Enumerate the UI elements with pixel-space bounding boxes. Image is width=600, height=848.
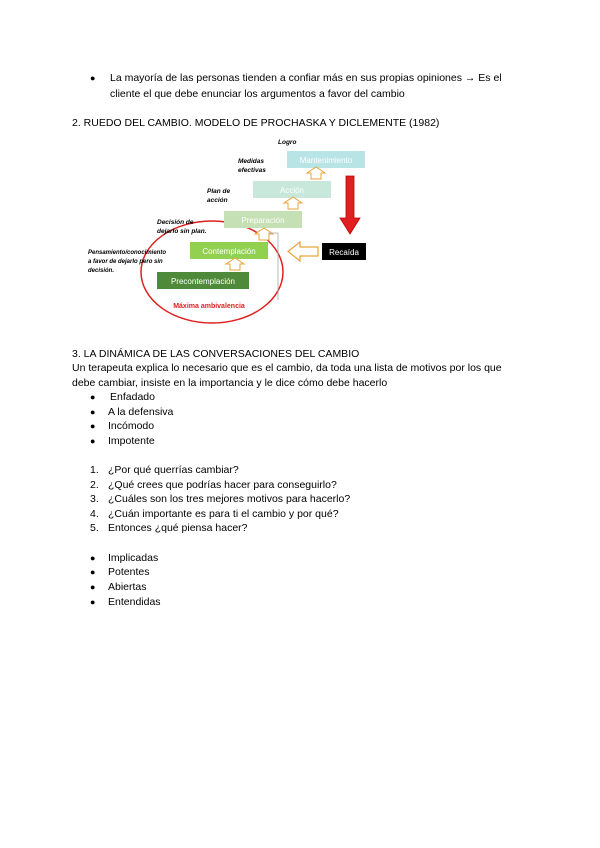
section-2-heading: 2. RUEDO DEL CAMBIO. MODELO DE PROCHASKA Y DICLEMENTE (1982): [72, 117, 440, 129]
up-arrow-icon: [255, 228, 273, 240]
up-arrow-icon: [226, 258, 244, 270]
annotation-plan-2: acción: [207, 197, 228, 204]
ambivalence-label: Máxima ambivalencia: [173, 303, 245, 310]
question-number: 3.: [90, 493, 99, 505]
bullet-dot: ●: [90, 436, 96, 446]
annotation-decision-1: Decisión de: [157, 219, 194, 226]
feeling-item: Enfadado: [110, 391, 155, 403]
feeling-item: Incómodo: [108, 420, 155, 432]
bullet-dot: ●: [90, 392, 96, 402]
up-arrow-icon: [307, 167, 325, 179]
annotation-pensamiento-1: Pensamiento/conocimiento: [88, 250, 167, 256]
question-number: 2.: [90, 479, 99, 491]
stage-label-preparacion: Preparación: [241, 216, 285, 225]
outcome-item: Implicadas: [108, 552, 159, 564]
intro-line-1: La mayoría de las personas tienden a confiar más en sus propias opiniones → Es el: [110, 72, 502, 84]
bracket-line: [268, 233, 278, 300]
annotation-medidas-2: efectivas: [238, 167, 266, 174]
stage-label-contemplacion: Contemplación: [202, 247, 256, 256]
outcome-item: Potentes: [108, 566, 150, 578]
annotation-logro: Logro: [278, 139, 297, 146]
stage-label-precontemplacion: Precontemplación: [170, 277, 236, 286]
question-text: Entonces ¿qué piensa hacer?: [108, 522, 248, 534]
outcome-item: Abiertas: [108, 581, 147, 593]
bullet-dot: ●: [90, 582, 96, 592]
outcome-item: Entendidas: [108, 596, 161, 608]
feeling-item: Impotente: [108, 435, 155, 447]
section-3-paragraph-line-1: Un terapeuta explica lo necesario que es el cambio, da toda una lista de motivos por los que: [72, 362, 502, 374]
annotation-pensamiento-3: decisión.: [88, 268, 115, 274]
feeling-item: A la defensiva: [108, 406, 174, 418]
question-number: 4.: [90, 508, 99, 520]
stage-label-accion: Acción: [279, 186, 305, 195]
question-text: ¿Cuán importante es para ti el cambio y por qué?: [108, 508, 339, 520]
bullet-dot: ●: [90, 73, 96, 83]
bullet-dot: ●: [90, 407, 96, 417]
question-text: ¿Qué crees que podrías hacer para conseguirlo?: [108, 479, 337, 491]
bullet-dot: ●: [90, 597, 96, 607]
section-3-heading: 3. LA DINÁMICA DE LAS CONVERSACIONES DEL CAMBIO: [72, 348, 360, 360]
question-text: ¿Por qué querrías cambiar?: [108, 464, 239, 476]
question-number: 1.: [90, 464, 99, 476]
annotation-medidas-1: Medidas: [238, 158, 265, 165]
up-arrow-icon: [284, 197, 302, 209]
stages-of-change-diagram: [0, 130, 600, 330]
relapse-down-arrow-icon: [340, 176, 360, 234]
annotation-pensamiento-2: a favor de dejarlo pero sin: [88, 259, 163, 265]
question-text: ¿Cuáles son los tres mejores motivos para hacerlo?: [108, 493, 351, 505]
bullet-dot: ●: [90, 553, 96, 563]
stage-label-mantenimiento: Mantenimiento: [299, 156, 353, 165]
section-3-paragraph-line-2: debe cambiar, insiste en la importancia y le dice cómo debe hacerlo: [72, 377, 388, 389]
annotation-plan-1: Plan de: [207, 188, 231, 195]
relapse-label: Recaída: [329, 248, 359, 257]
bullet-dot: ●: [90, 567, 96, 577]
annotation-decision-2: dejarlo sin plan.: [157, 228, 207, 235]
left-arrow-icon: [288, 242, 318, 261]
intro-line-2: cliente el que debe enunciar los argumentos a favor del cambio: [110, 88, 405, 100]
bullet-dot: ●: [90, 421, 96, 431]
question-number: 5.: [90, 522, 99, 534]
